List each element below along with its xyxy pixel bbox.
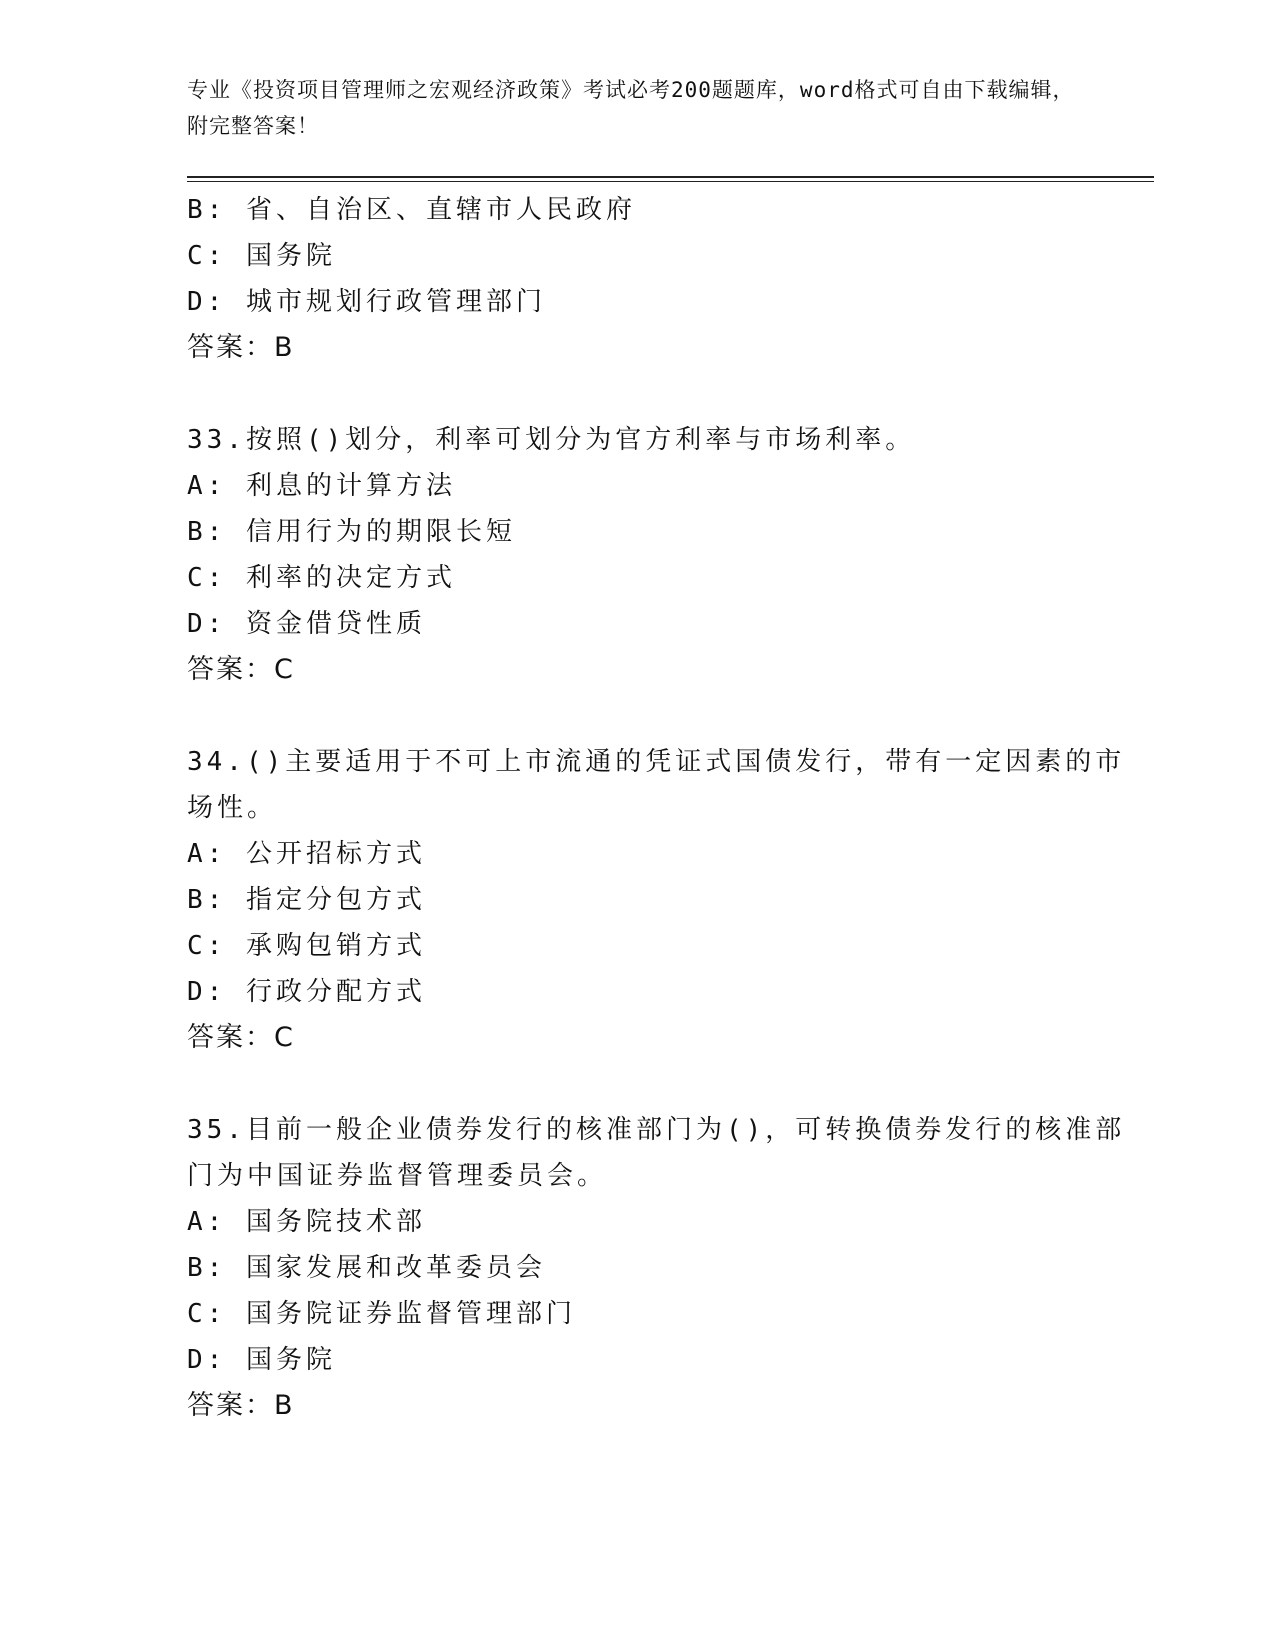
question-stem-line-2: 门为中国证券监督管理委员会。 [187, 1161, 608, 1191]
option-b: B: 省、自治区、直辖市人民政府 [187, 195, 636, 225]
answer-line: 答案：B [187, 332, 295, 363]
question-32-tail [187, 187, 1087, 371]
header-divider-thick [187, 176, 1154, 178]
question-34 [187, 739, 1126, 1061]
question-list [187, 187, 1126, 1429]
answer-line: 答案：C [187, 654, 295, 685]
option-d: D: 城市规划行政管理部门 [187, 287, 546, 317]
answer-line: 答案：C [187, 1022, 295, 1053]
option-a: A: 利息的计算方法 [187, 471, 456, 501]
question-stem-line-1: 35.目前一般企业债券发行的核准部门为()，可转换债券发行的核准部 [187, 1115, 1126, 1145]
question-35 [187, 1107, 1126, 1429]
document-header: 专业《投资项目管理师之宏观经济政策》考试必考200题题库，word格式可自由下载编辑，附完整答案！ [187, 78, 1075, 138]
option-a: A: 公开招标方式 [187, 839, 426, 869]
option-b: B: 信用行为的期限长短 [187, 517, 516, 547]
option-d: D: 国务院 [187, 1345, 336, 1375]
option-d: D: 行政分配方式 [187, 977, 426, 1007]
question-stem-line-1: 34.()主要适用于不可上市流通的凭证式国债发行，带有一定因素的市 [187, 747, 1126, 777]
answer-line: 答案：B [187, 1390, 295, 1421]
option-c: C: 承购包销方式 [187, 931, 426, 961]
option-b: B: 指定分包方式 [187, 885, 426, 915]
question-stem: 33.按照()划分，利率可划分为官方利率与市场利率。 [187, 425, 916, 455]
option-b: B: 国家发展和改革委员会 [187, 1253, 546, 1283]
option-d: D: 资金借贷性质 [187, 609, 426, 639]
option-c: C: 国务院证券监督管理部门 [187, 1299, 576, 1329]
option-c: C: 利率的决定方式 [187, 563, 456, 593]
option-a: A: 国务院技术部 [187, 1207, 426, 1237]
option-c: C: 国务院 [187, 241, 336, 271]
header-divider-thin [187, 181, 1154, 182]
question-stem-line-2: 场性。 [187, 793, 278, 823]
question-33 [187, 417, 1087, 693]
